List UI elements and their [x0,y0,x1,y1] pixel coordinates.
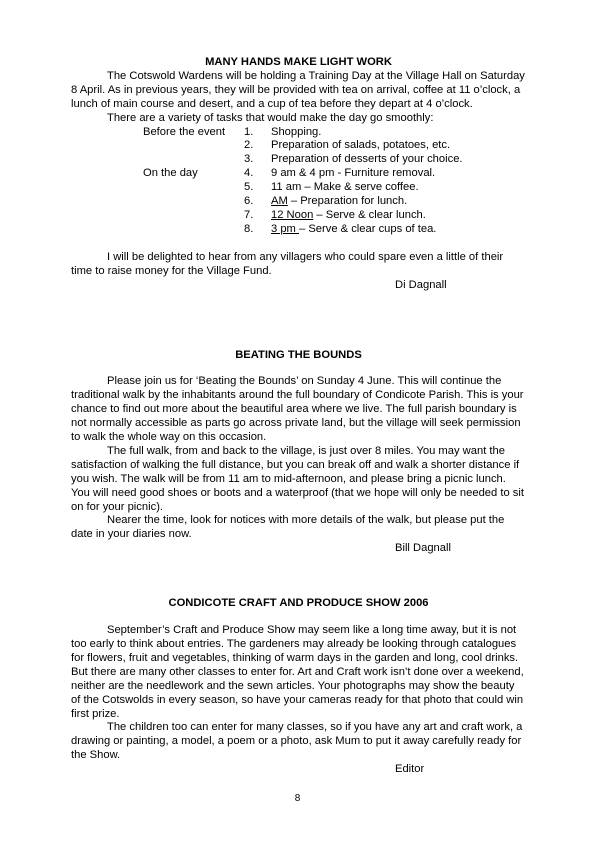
task-description: 9 am & 4 pm - Furniture removal. [271,167,436,180]
task-description: Preparation of desserts of your choice. [271,153,463,166]
task-text [261,181,419,195]
task-number: 3. [244,153,254,166]
article-paragraph: Nearer the time, look for notices with more details of the walk, but please put the date in your diaries now. [71,514,505,541]
task-description: – Preparation for lunch. [287,195,408,208]
task-description: Preparation of salads, potatoes, etc. [271,139,451,152]
task-number: 8. [244,222,254,235]
article-paragraph: I will be delighted to hear from any villagers who could spare even a little of their time to raise money for the Village Fund. [71,250,504,277]
task-group-label [71,195,244,209]
article-paragraph: The full walk, from and back to the village, is just over 8 miles. You may want the satisfaction of walking the full distance, but you can break off and walk a shorter distance if you wish. The walk will be from 11 am to mid-afternoon, and please bring a picnic lunch. You will need good shoes or boots and a waterproof (that we hope will only be needed to sit on for your picnic). [71,444,524,513]
task-text [261,195,407,209]
task-group-label [71,153,244,167]
article-paragraph: Please join us for ‘Beating the Bounds’ on Sunday 4 June. This will continue the traditional walk by the inhabitants around the full boundary of Condicote Parish. This is your chance to find out more about the beautiful area where we live. The full parish boundary is not normally accessible as parts go across private land, but the village will seek permission to walk the whole way on this occasion. [71,375,524,444]
task-description: Shopping. [271,125,322,138]
task-number: 7. [244,208,254,221]
task-group-label [71,139,244,153]
task-item [71,181,526,195]
page-number: 8 [294,793,301,804]
task-description: 11 am – Make & serve coffee. [271,181,419,194]
task-group-label: Before the event [143,125,226,138]
task-number: 2. [244,139,254,152]
task-item [71,195,526,209]
task-number: 6. [244,195,254,208]
task-time-underlined: AM [271,195,288,208]
task-number: 5. [244,181,254,194]
task-text [261,223,436,237]
task-text [261,209,426,223]
article-paragraph: The children too can enter for many classes, so if you have any art and craft work, a drawing or painting, a model, a poem or a photo, ask Mum to put it away carefully ready for the Show. [71,721,523,762]
task-list [71,126,526,237]
article-craft-show [71,597,526,777]
article-title: MANY HANDS MAKE LIGHT WORK [205,56,392,68]
task-number: 1. [244,125,254,138]
article-signature: Di Dagnall [395,278,447,291]
task-item [71,139,526,153]
task-description: – Serve & clear lunch. [313,208,426,221]
article-title: BEATING THE BOUNDS [235,348,362,361]
task-group-label [71,223,244,237]
task-item [71,209,526,223]
task-text [261,139,450,153]
task-item [71,167,526,181]
task-description: – Serve & clear cups of tea. [298,222,437,235]
article-signature: Editor [395,763,425,776]
task-text [261,167,435,181]
task-item [71,223,526,237]
task-time-underlined: 12 Noon [271,208,314,221]
task-number: 4. [244,167,254,180]
article-paragraph: September’s Craft and Produce Show may seem like a long time away, but it is not too early to think about entries. The gardeners may already be looking through catalogues for flowers, fruit and vegetables, thinking of warm days in the garden and long, cool drinks. But there are many other classes to enter for. Art and Craft work isn’t done over a weekend, neither are the needlework and the sewn articles. Your photographs may show the beauty of the Cotswolds in every season, so have your cameras ready for that photo that could win first prize. [71,624,524,720]
article-many-hands [71,56,526,293]
task-group-label [71,181,244,195]
task-text [261,153,463,167]
task-group-label: On the day [143,167,198,180]
article-title: CONDICOTE CRAFT AND PRODUCE SHOW 2006 [168,597,429,610]
task-group-label [71,209,244,223]
newsletter-page [71,56,526,777]
article-signature: Bill Dagnall [395,542,451,555]
task-item [71,126,526,140]
task-time-underlined: 3 pm [271,222,299,235]
task-text [261,126,321,140]
article-paragraph: The Cotswold Wardens will be holding a Training Day at the Village Hall on Saturday 8 April. As in previous years, they will be provided with tea on arrival, coffee at 11 o’clock, a lunch of main course and desert, and a cup of tea before they depart at 4 o’clock. [71,69,525,110]
article-beating-the-bounds [71,349,526,557]
article-paragraph: There are a variety of tasks that would make the day go smoothly: [107,111,434,124]
task-item [71,153,526,167]
